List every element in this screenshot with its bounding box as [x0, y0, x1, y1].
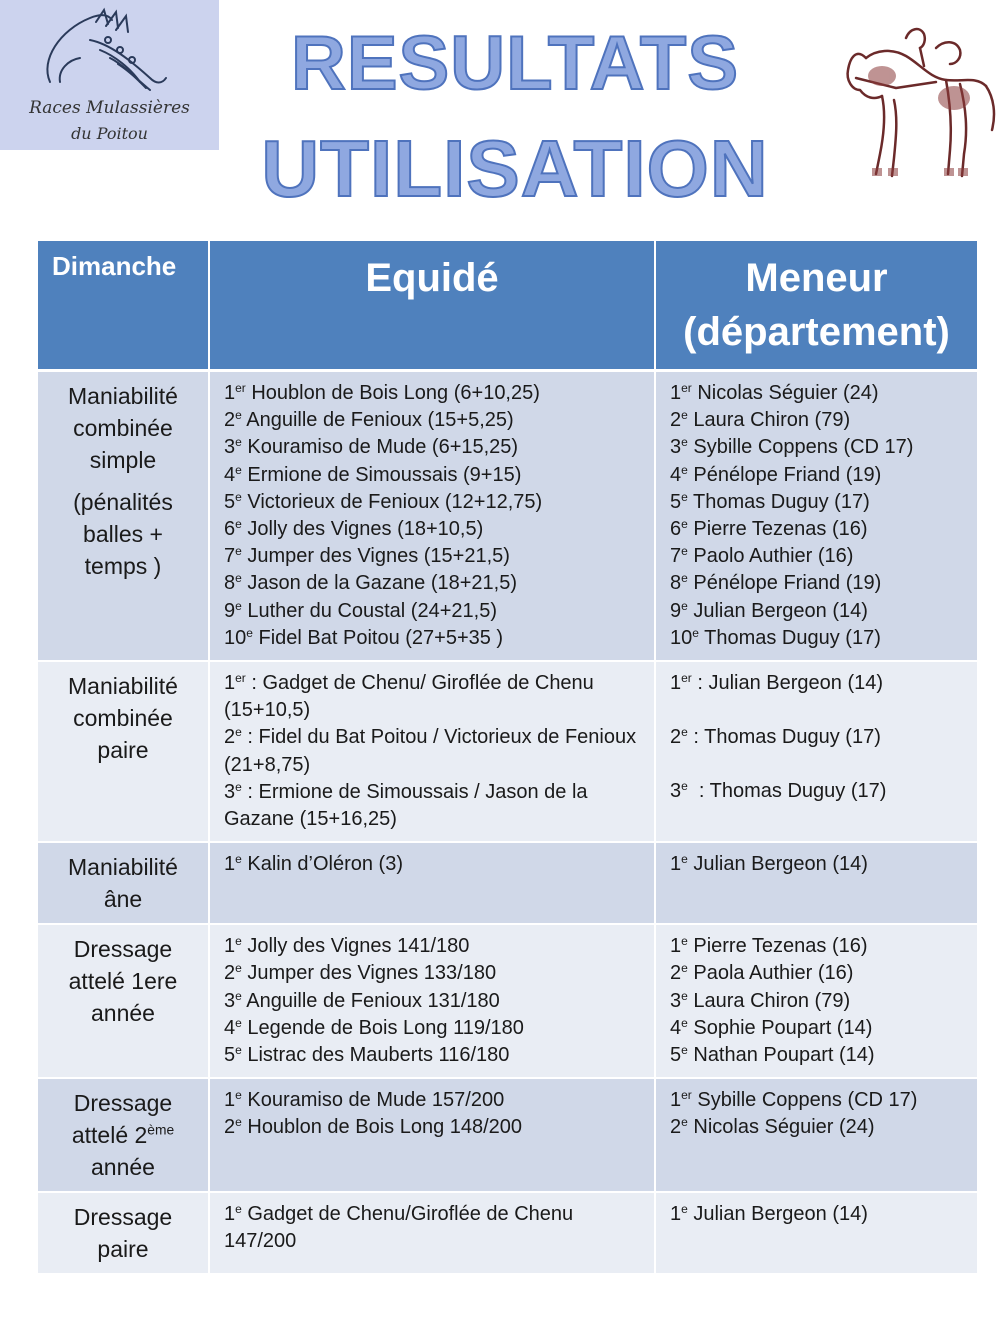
list-item: 1e Gadget de Chenu/Giroflée de Chenu 147/200 [224, 1202, 574, 1253]
equide-cell [209, 1192, 655, 1274]
list-item: 3e Sybille Coppens (CD 17) [670, 435, 914, 459]
list-item: 3e : Thomas Duguy (17) [670, 779, 887, 803]
meneur-cell [655, 1078, 978, 1192]
category-line: année [91, 1154, 155, 1181]
list-item: 1er : Julian Bergeon (14) [670, 670, 884, 695]
category-cell [38, 842, 209, 924]
list-item: 1e Kouramiso de Mude 157/200 [224, 1088, 505, 1112]
category-cell [38, 371, 209, 662]
category-line: Maniabilité [68, 383, 178, 409]
table-row [38, 371, 978, 662]
category-line: Dressage [73, 1204, 173, 1231]
meneur-cell [655, 371, 978, 662]
list-item: 1e Kalin d’Oléron (3) [224, 852, 403, 876]
list-item: 5e Thomas Duguy (17) [670, 489, 870, 513]
header-day: Dimanche [38, 241, 209, 371]
category-line: âne [103, 886, 143, 913]
header-meneur-line2: (département) [683, 310, 950, 354]
list-item: 2e Houblon de Bois Long 148/200 [224, 1115, 523, 1139]
category-line: Maniabilité [68, 854, 178, 881]
list-item: 9e Julian Bergeon (14) [670, 598, 868, 622]
category-line: temps ) [84, 553, 162, 579]
category-line: Maniabilité [68, 673, 178, 700]
list-item: 4e Legende de Bois Long 119/180 [224, 1015, 524, 1039]
results-table [38, 241, 979, 1275]
category-line: (pénalités [73, 489, 173, 515]
mule-heads-icon [0, 0, 219, 100]
equide-cell [209, 924, 655, 1078]
list-item: 3e Kouramiso de Mude (6+15,25) [224, 435, 519, 459]
category-line: attelé 1ere [68, 968, 178, 995]
list-item: 6e Jolly des Vignes (18+10,5) [224, 516, 484, 541]
category-line: année [91, 1000, 155, 1027]
category-line: Dressage [73, 936, 173, 963]
category-cell [38, 661, 209, 842]
list-item: 1er Houblon de Bois Long (6+10,25) [224, 380, 540, 404]
equide-cell [209, 661, 655, 842]
category-line: combinée [73, 415, 173, 441]
list-item: 1e Jolly des Vignes 141/180 [224, 934, 470, 958]
list-item: 1e Julian Bergeon (14) [670, 852, 868, 876]
list-item: 6e Pierre Tezenas (16) [670, 516, 868, 541]
category-line: paire [97, 737, 149, 764]
header-equide: Equidé [209, 241, 655, 371]
table-header-row [38, 241, 978, 371]
equide-cell [209, 371, 655, 662]
category-line: simple [89, 447, 157, 473]
category-cell [38, 1078, 209, 1192]
list-item: 2e Nicolas Séguier (24) [670, 1115, 875, 1139]
list-item: 7e Jumper des Vignes (15+21,5) [224, 544, 510, 568]
list-item: 2e Anguille de Fenioux (15+5,25) [224, 408, 514, 432]
list-item: 7e Paolo Authier (16) [670, 544, 854, 568]
category-line: balles + [83, 521, 163, 547]
list-item: 1e Julian Bergeon (14) [670, 1202, 868, 1226]
list-item: 1e Pierre Tezenas (16) [670, 934, 868, 958]
list-item: 3e Anguille de Fenioux 131/180 [224, 988, 500, 1012]
meneur-cell [655, 842, 978, 924]
header-meneur-line1: Meneur [745, 256, 888, 300]
list-item: 9e Luther du Coustal (24+21,5) [224, 598, 497, 622]
draft-horses-illustration [836, 18, 1006, 188]
list-item: 1er Sybille Coppens (CD 17) [670, 1088, 918, 1112]
table-row [38, 661, 978, 842]
list-item: 2e Laura Chiron (79) [670, 408, 851, 432]
list-item: 5e Nathan Poupart (14) [670, 1042, 875, 1067]
list-item: 3e : Ermione de Simoussais / Jason de la Gazane (15+16,25) [224, 779, 588, 831]
table-row [38, 924, 978, 1078]
category-cell [38, 924, 209, 1078]
category-line: combinée [73, 705, 173, 732]
list-item: 10e Thomas Duguy (17) [670, 625, 881, 649]
category-line: paire [97, 1236, 149, 1263]
category-line: attelé 2ème [71, 1122, 175, 1149]
list-item: 4e Pénélope Friand (19) [670, 462, 882, 486]
list-item: 1er : Gadget de Chenu/ Giroflée de Chenu (15+10,5) [224, 670, 594, 722]
list-item: 5e Victorieux de Fenioux (12+12,75) [224, 489, 543, 513]
table-row [38, 842, 978, 924]
table-row [38, 1192, 978, 1274]
logo-text-line2: du Poitou [71, 124, 148, 143]
equide-cell [209, 1078, 655, 1192]
table-row [38, 1078, 978, 1192]
list-item: 1er Nicolas Séguier (24) [670, 380, 879, 404]
header-meneur [655, 241, 978, 371]
equide-cell [209, 842, 655, 924]
logo [0, 0, 219, 150]
list-item: 3e Laura Chiron (79) [670, 988, 851, 1012]
meneur-cell [655, 924, 978, 1078]
list-item: 2e Paola Authier (16) [670, 961, 854, 985]
list-item: 10e Fidel Bat Poitou (27+5+35 ) [224, 625, 504, 649]
list-item: 8e Jason de la Gazane (18+21,5) [224, 571, 517, 595]
category-line: Dressage [73, 1090, 173, 1117]
list-item: 8e Pénélope Friand (19) [670, 571, 882, 595]
meneur-cell [655, 1192, 978, 1274]
list-item: 4e Ermione de Simoussais (9+15) [224, 462, 522, 486]
list-item: 4e Sophie Poupart (14) [670, 1015, 873, 1039]
meneur-cell [655, 661, 978, 842]
page-title-line1: RESULTATS [290, 21, 740, 106]
category-cell [38, 1192, 209, 1274]
page-title-line2: UTILISATION [261, 124, 769, 213]
logo-text-line1: Races Mulassières [29, 98, 190, 118]
list-item: 2e : Fidel du Bat Poitou / Victorieux de Fenioux (21+8,75) [224, 725, 637, 776]
list-item: 5e Listrac des Mauberts 116/180 [224, 1042, 510, 1067]
list-item: 2e Jumper des Vignes 133/180 [224, 961, 497, 985]
list-item: 2e : Thomas Duguy (17) [670, 725, 881, 749]
